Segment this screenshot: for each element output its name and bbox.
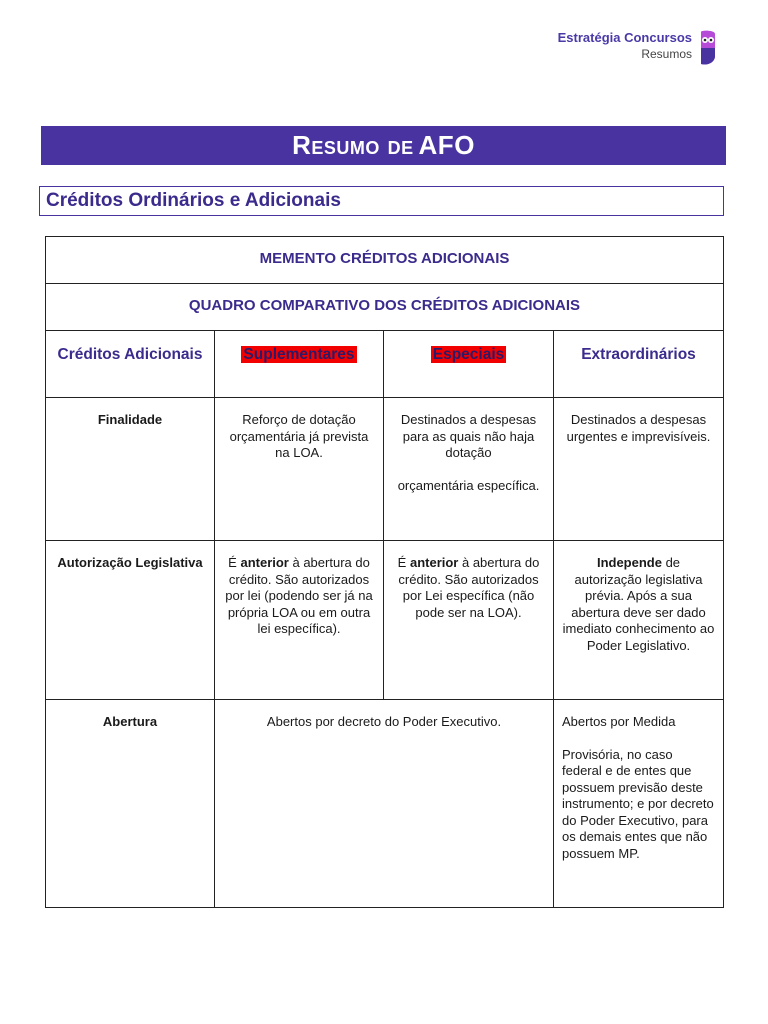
cell-abertura-sup-esp: Abertos por decreto do Poder Executivo.	[215, 700, 554, 908]
emphasis-anterior: anterior	[409, 555, 459, 570]
row-label-abertura: Abertura	[46, 700, 215, 908]
text-fragment: à abertura do crédito. São autorizados por lei (podendo ser já na própria LOA ou em outra lei específica).	[225, 555, 373, 636]
row-label-autorizacao: Autorização Legislativa	[46, 541, 215, 700]
col-header-suplementares	[215, 331, 384, 398]
section-heading: Créditos Ordinários e Adicionais	[39, 186, 724, 216]
cell-abertura-ext-p1: Abertos por Medida	[562, 714, 676, 729]
table-row-finalidade	[46, 398, 724, 541]
text-fragment: É	[228, 555, 241, 570]
brand-name: Estratégia Concursos	[557, 30, 692, 45]
cell-finalidade-extraordinarios: Destinados a despesas urgentes e imprevisíveis.	[554, 398, 724, 541]
brand-logo	[558, 30, 718, 66]
col-header-suplementares-label: Suplementares	[243, 346, 355, 363]
cell-finalidade-suplementares: Reforço de dotação orçamentária já prevista na LOA.	[215, 398, 384, 541]
cell-abertura-extraordinarios	[554, 700, 724, 908]
table-row-abertura	[46, 700, 724, 908]
table-header-row	[46, 284, 724, 331]
cell-finalidade-especiais	[384, 398, 554, 541]
brand-subtitle: Resumos	[641, 47, 692, 61]
emphasis-anterior: anterior	[240, 555, 289, 570]
row-label-finalidade: Finalidade	[46, 398, 215, 541]
col-header-especiais-label: Especiais	[432, 346, 505, 363]
table-header-quadro: QUADRO COMPARATIVO DOS CRÉDITOS ADICIONAIS	[46, 284, 724, 331]
cell-autorizacao-especiais	[384, 541, 554, 700]
cell-abertura-ext-p2: Provisória, no caso federal e de entes que possuem previsão deste instrumento; e por decreto do Poder Executivo, para os demais entes que não possuem MP.	[562, 746, 714, 861]
owl-icon	[698, 30, 718, 66]
col-header-creditos: Créditos Adicionais	[46, 331, 215, 398]
table-row-autorizacao	[46, 541, 724, 700]
cell-autorizacao-suplementares	[215, 541, 384, 700]
title-main: AFO	[418, 130, 475, 160]
column-header-row	[46, 331, 724, 398]
col-header-extraordinarios: Extraordinários	[554, 331, 724, 398]
page-title	[41, 126, 726, 165]
cell-finalidade-especiais-p1: Destinados a despesas para as quais não haja dotação	[400, 412, 537, 460]
cell-autorizacao-extraordinarios	[554, 541, 724, 700]
comparison-table	[45, 236, 724, 908]
col-header-especiais	[384, 331, 554, 398]
cell-finalidade-especiais-p2: orçamentária específica.	[397, 477, 540, 493]
text-fragment: É	[397, 555, 410, 570]
emphasis-independe: Independe	[596, 555, 662, 570]
text-fragment: de autorização legislativa prévia. Após a sua abertura deve ser dado imediato conhecimento ao Poder Legislativo.	[562, 555, 715, 653]
table-header-row	[46, 237, 724, 284]
title-prefix: Resumo de	[292, 130, 414, 160]
table-header-memento: MEMENTO CRÉDITOS ADICIONAIS	[46, 237, 724, 284]
text-fragment: à abertura do crédito. São autorizados por Lei específica (não pode ser na LOA).	[398, 555, 540, 620]
